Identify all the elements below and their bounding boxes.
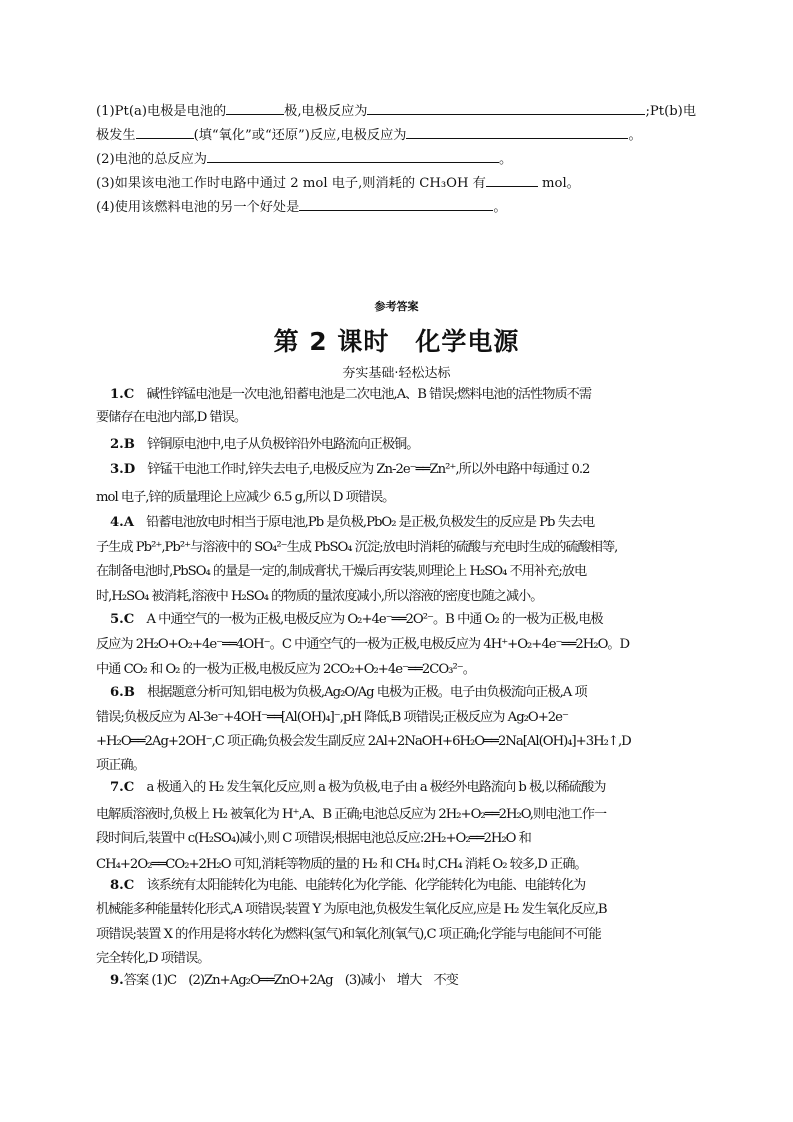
answer-key-heading: 参考答案 xyxy=(374,300,419,313)
answer-number: 4.A xyxy=(110,515,134,530)
answer-3-line-1 xyxy=(110,461,589,479)
answer-text: 子生成 Pb²⁺,Pb²⁺与溶液中的 SO₄²⁻生成 PbSO₄ 沉淀;放电时消耗的硫酸与充电时生成的硫酸相等, xyxy=(96,540,618,555)
question-4: (4)使用该燃料电池的另一个好处是 。 xyxy=(96,196,507,217)
answer-text: 锌铜原电池中,电子从负极锌沿外电路流向正极铜。 xyxy=(134,437,419,452)
answer-7-line-2 xyxy=(96,806,606,824)
answer-8-line-2 xyxy=(96,901,607,919)
answer-blank[interactable] xyxy=(226,100,284,115)
answer-4-line-4 xyxy=(96,588,542,606)
answer-4-line-1 xyxy=(110,514,594,532)
answer-5-line-1 xyxy=(110,611,603,629)
question-1-line-1: (1)Pt(a)电极是电池的 极,电极反应为 ;Pt(b)电 xyxy=(96,100,696,121)
answer-blank[interactable] xyxy=(136,124,194,139)
question-3: (3)如果该电池工作时电路中通过 2 mol 电子,则消耗的 CH₃OH 有 mol。 xyxy=(96,172,580,193)
answer-1-line-2 xyxy=(96,409,246,427)
answer-2-line-1 xyxy=(110,436,418,454)
answer-text: 反应为 2H₂O+O₂+4e⁻══4OH⁻。C 中通空气的一极为正极,电极反应为 4H⁺+O₂+4e⁻══2H₂O。D xyxy=(96,637,630,652)
answer-text: 答案 (1)C (2)Zn+Ag₂O══ZnO+2Ag (3)减小 增大 不变 xyxy=(123,973,458,988)
answer-number: 7.C xyxy=(110,780,135,795)
answer-7-line-1 xyxy=(110,779,605,797)
answer-number: 9. xyxy=(110,973,124,988)
answer-text: 错误;负极反应为 Al-3e⁻+4OH⁻══[Al(OH)₄]⁻,pH 降低,B 项错误;正极反应为 Ag₂O+2e⁻ xyxy=(96,710,568,725)
answer-text: 项错误;装置 X 的作用是将水转化为燃料(氢气)和氧化剂(氧气),C 项正确;化学能与电能间不可能 xyxy=(96,927,601,942)
question-2: (2)电池的总反应为 。 xyxy=(96,148,512,169)
answer-text: mol 电子,锌的质量理论上应减少 6.5 g,所以 D 项错误。 xyxy=(96,490,395,505)
answer-number: 5.C xyxy=(110,612,135,627)
answer-7-line-4 xyxy=(96,856,587,874)
answer-text: 在制备电池时,PbSO₄ 的量是一定的,制成膏状,干燥后再安装,则理论上 H₂SO₄ 不用补充;放电 xyxy=(96,564,587,579)
answer-1-line-1 xyxy=(110,386,591,404)
answer-3-line-2 xyxy=(96,489,394,507)
answer-number: 6.B xyxy=(110,685,135,700)
answer-text: A 中通空气的一极为正极,电极反应为 O₂+4e⁻══2O²⁻。B 中通 O₂ 的一极为正极,电极 xyxy=(134,612,603,627)
answer-blank[interactable] xyxy=(486,172,538,187)
answer-5-line-2 xyxy=(96,636,629,654)
section-title: 夯实基础·轻松达标 xyxy=(342,366,451,381)
answer-9-line-1 xyxy=(110,972,458,990)
answer-text: 要储存在电池内部,D 错误。 xyxy=(96,410,247,425)
answer-text: +H₂O══2Ag+2OH⁻,C 项正确;负极会发生副反应 2Al+2NaOH+6H₂O══2Na[Al(OH)₄]+3H₂↑,D xyxy=(96,734,631,749)
answer-7-line-3 xyxy=(96,830,531,848)
answer-5-line-3 xyxy=(96,661,475,679)
answer-number: 2.B xyxy=(110,437,135,452)
answer-8-line-4 xyxy=(96,950,209,968)
answer-number: 1.C xyxy=(110,387,135,402)
answer-4-line-3 xyxy=(96,563,586,581)
question-1-line-2: 极发生 (填“氧化”或“还原”)反应,电极反应为 。 xyxy=(96,124,642,145)
answer-text: 铅蓄电池放电时相当于原电池,Pb 是负极,PbO₂ 是正极,负极发生的反应是 Pb 失去电 xyxy=(134,515,595,530)
answer-text: 机械能多种能量转化形式,A 项错误;装置 Y 为原电池,负极发生氧化反应,应是 H₂ 发生氧化反应,B xyxy=(96,902,607,917)
answer-text: 项正确。 xyxy=(96,758,145,773)
answer-text: 碱性锌锰电池是一次电池,铅蓄电池是二次电池,A、B 错误;燃料电池的活性物质不需 xyxy=(134,387,592,402)
answer-text: CH₄+2O₂══CO₂+2H₂O 可知,消耗等物质的量的 H₂ 和 CH₄ 时,CH₄ 消耗 O₂ 较多,D 正确。 xyxy=(96,857,587,872)
answer-6-line-3 xyxy=(96,733,631,751)
answer-number: 8.C xyxy=(110,878,135,893)
answer-text: 根据题意分析可知,铝电极为负极,Ag₂O/Ag 电极为正极。电子由负极流向正极,A 项 xyxy=(134,685,587,700)
answer-8-line-3 xyxy=(96,926,601,944)
answer-6-line-4 xyxy=(96,757,145,775)
answer-6-line-1 xyxy=(110,684,587,702)
answer-8-line-1 xyxy=(110,877,585,895)
answer-text: 电解质溶液时,负极上 H₂ 被氧化为 H⁺,A、B 正确;电池总反应为 2H₂+O₂══2H₂O,则电池工作一 xyxy=(96,807,607,822)
answer-text: 完全转化,D 项错误。 xyxy=(96,951,210,966)
lesson-title: 第 2 课时 化学电源 xyxy=(273,327,520,356)
answer-text: 时,H₂SO₄ 被消耗,溶液中 H₂SO₄ 的物质的量浓度减小,所以溶液的密度也随之减小。 xyxy=(96,589,543,604)
answer-blank[interactable] xyxy=(207,148,499,163)
answer-6-line-2 xyxy=(96,709,568,727)
answer-4-line-2 xyxy=(96,539,617,557)
answer-blank[interactable] xyxy=(406,124,628,139)
answer-blank[interactable] xyxy=(299,196,493,211)
answer-text: 中通 CO₂ 和 O₂ 的一极为正极,电极反应为 2CO₂+O₂+4e⁻══2CO₃²⁻。 xyxy=(96,662,475,677)
answer-text: 段时间后,装置中 c(H₂SO₄)减小,则 C 项错误;根据电池总反应:2H₂+O₂══2H₂O 和 xyxy=(96,831,531,846)
answer-number: 3.D xyxy=(110,462,136,477)
answer-blank[interactable] xyxy=(367,100,645,115)
answer-text: a 极通入的 H₂ 发生氧化反应,则 a 极为负极,电子由 a 极经外电路流向 b 极,以稀硫酸为 xyxy=(134,780,606,795)
answer-text: 该系统有太阳能转化为电能、电能转化为化学能、化学能转化为电能、电能转化为 xyxy=(134,878,586,893)
answer-text: 锌锰干电池工作时,锌失去电子,电极反应为 Zn-2e⁻══Zn²⁺,所以外电路中每通过 0.2 xyxy=(135,462,590,477)
